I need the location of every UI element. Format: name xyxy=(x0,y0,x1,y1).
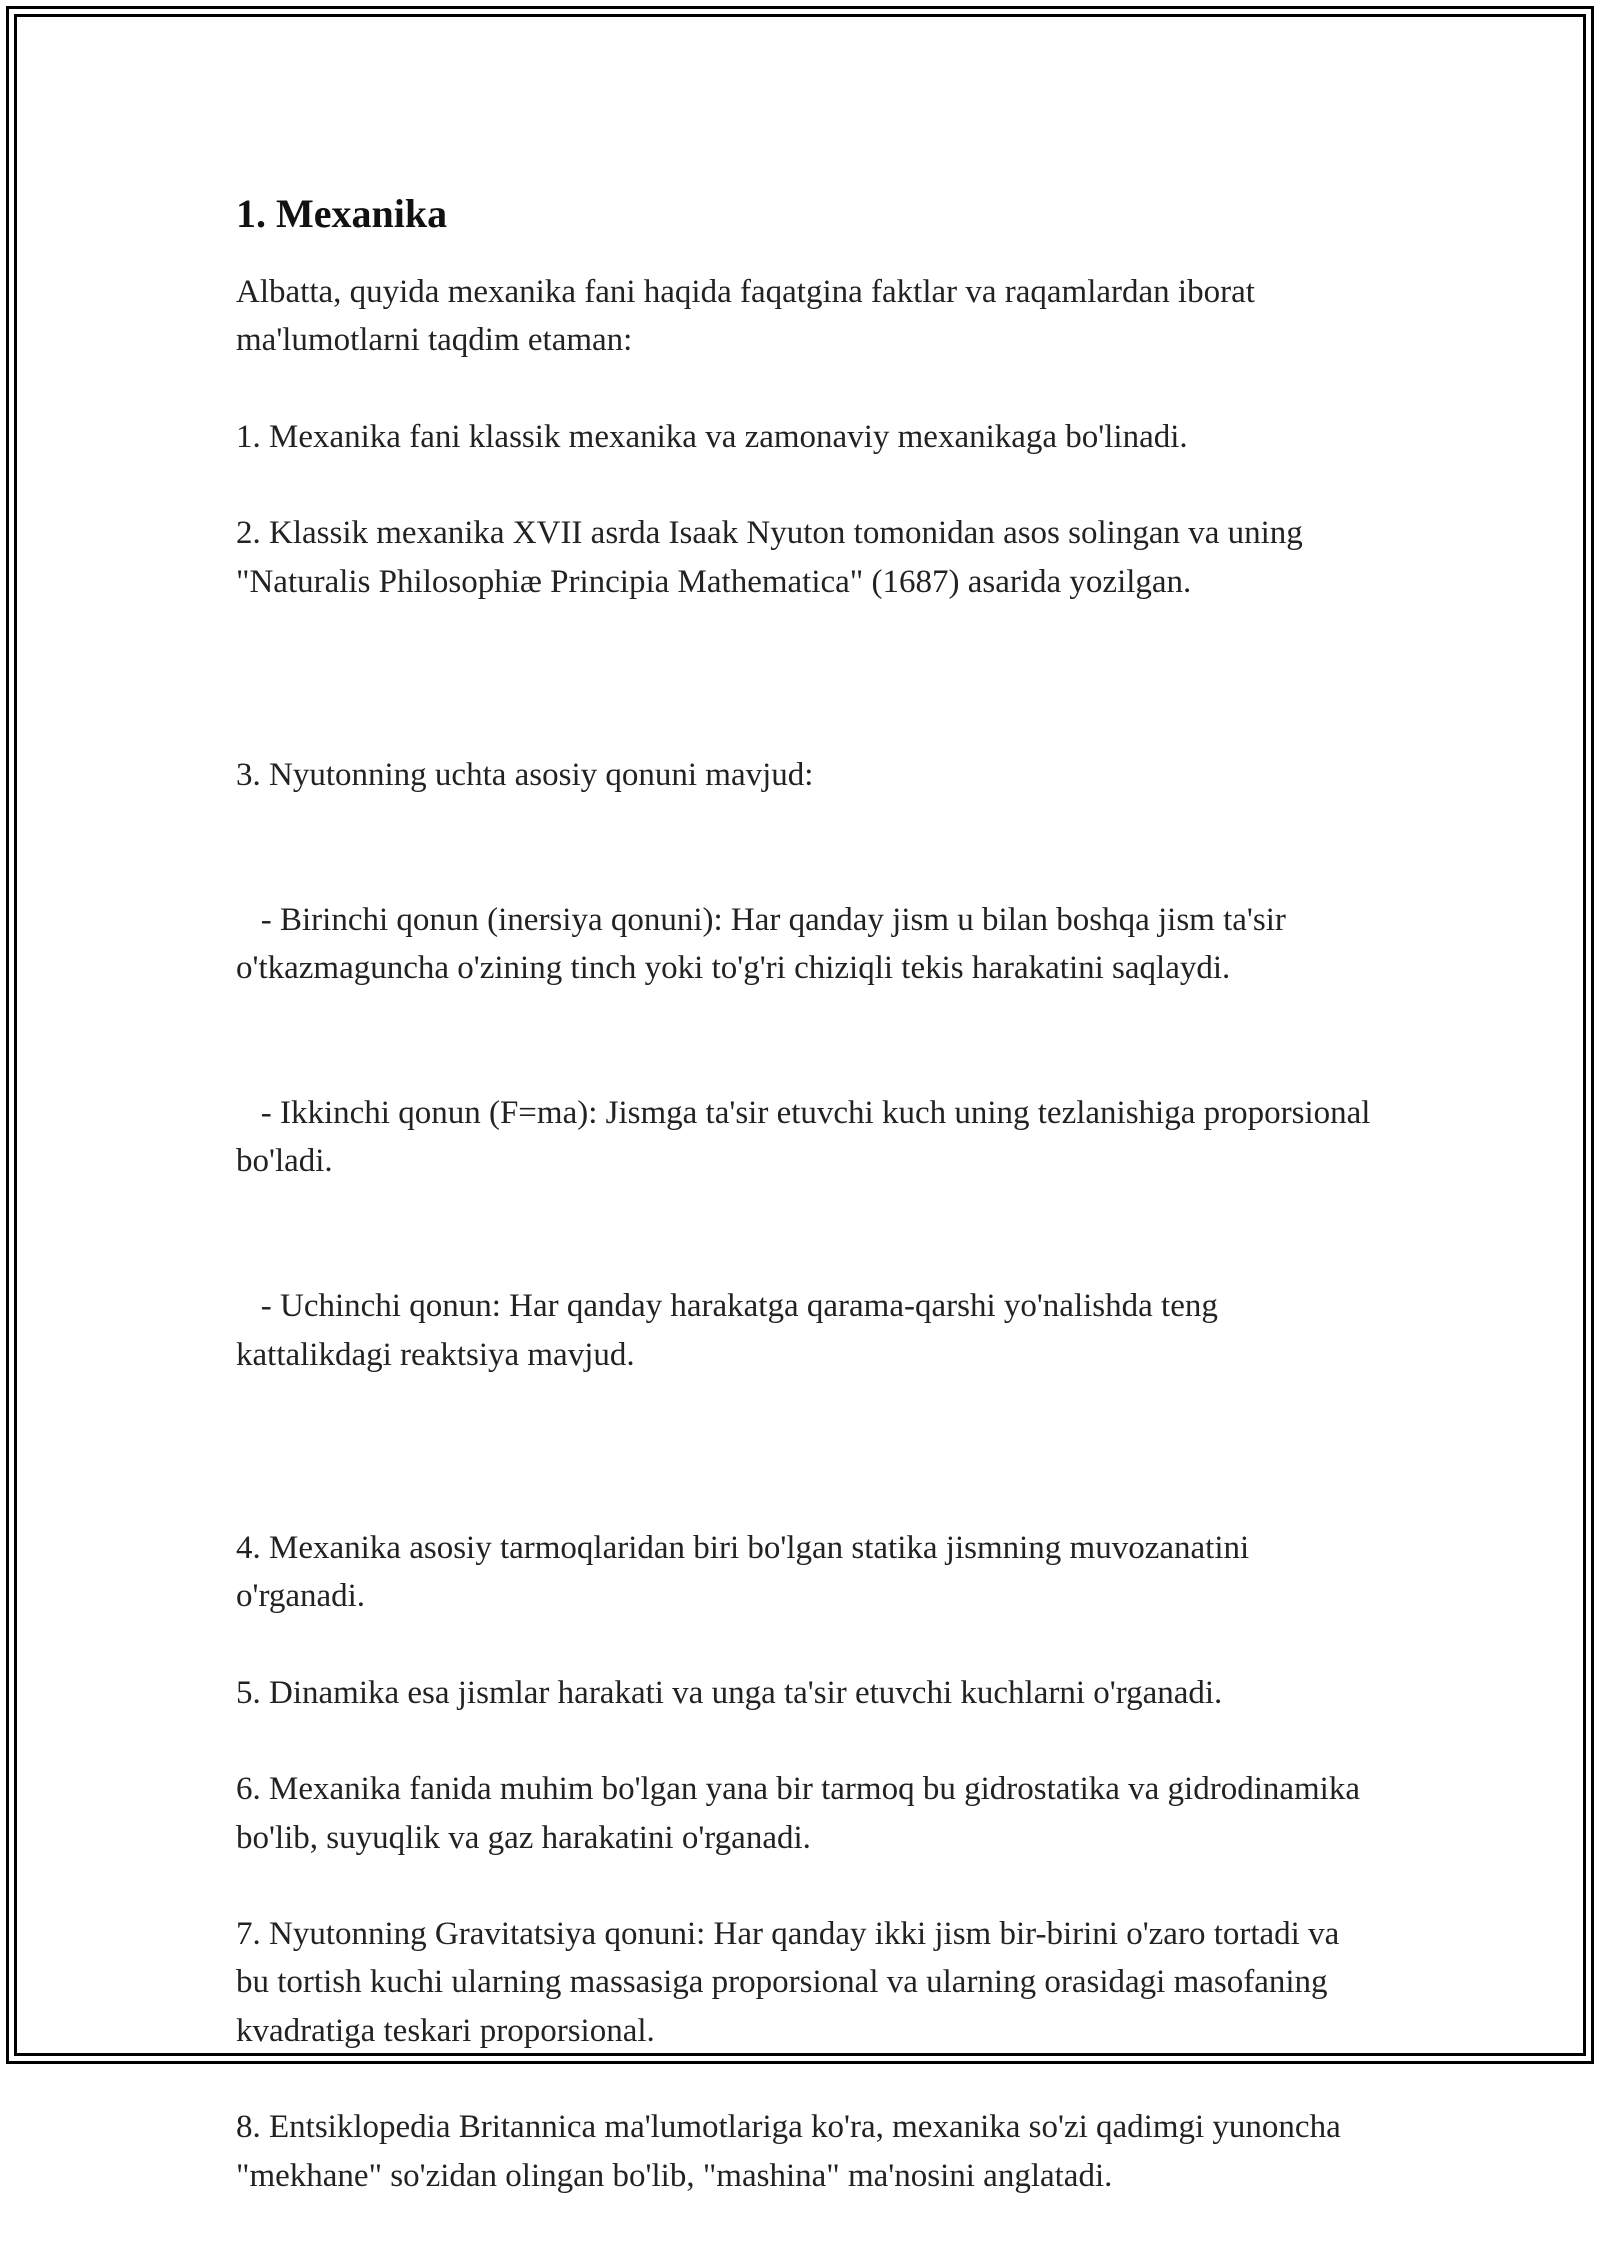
list-item-4: 4. Mexanika asosiy tarmoqlaridan biri bo'lgan statika jismning muvozanatini o'rganadi. xyxy=(236,1529,1258,1615)
list-item-2: 2. Klassik mexanika XVII asrda Isaak Nyuton tomonidan asos solingan va uning "Naturalis Philosophiæ Principia Mathematica" (1687) asarida yozilgan. xyxy=(236,515,1312,600)
list-item-7: 7. Nyutonning Gravitatsiya qonuni: Har qanday ikki jism bir-birini o'zaro tortadi va bu tortish kuchi ularning massasiga proporsional va ularning orasidagi masofaning kvadratiga teskari proporsional. xyxy=(236,1916,1348,2049)
law-1: - Birinchi qonun (inersiya qonuni): Har qanday jism u bilan boshqa jism ta'sir o'tkazmaguncha o'zining tinch yoki to'g'ri chiziqli tekis harakatini saqlaydi. xyxy=(236,901,1295,987)
list-item-3-text: 3. Nyutonning uchta asosiy qonuni mavjud: xyxy=(236,756,814,793)
intro-paragraph: Albatta, quyida mexanika fani haqida faqatgina faktlar va raqamlardan iborat ma'lumotlarni taqdim etaman: xyxy=(236,274,1264,359)
document-body xyxy=(236,186,1379,2248)
list-item-6: 6. Mexanika fanida muhim bo'lgan yana bir tarmoq bu gidrostatika va gidrodinamika bo'lib, suyuqlik va gaz harakatini o'rganadi. xyxy=(236,1771,1369,1856)
list-item-5: 5. Dinamika esa jismlar harakati va unga ta'sir etuvchi kuchlarni o'rganadi. xyxy=(236,1674,1223,1711)
law-2: - Ikkinchi qonun (F=ma): Jismga ta'sir etuvchi kuch uning tezlanishiga proporsional bo'ladi. xyxy=(236,1095,1379,1180)
document-heading: 1. Mexanika xyxy=(236,191,448,236)
law-3: - Uchinchi qonun: Har qanday harakatga qarama-qarshi yo'nalishda teng kattalikdagi reaktsiya mavjud. xyxy=(236,1288,1227,1373)
list-item-1: 1. Mexanika fani klassik mexanika va zamonaviy mexanikaga bo'linadi. xyxy=(236,418,1188,455)
list-item-8: 8. Entsiklopedia Britannica ma'lumotlariga ko'ra, mexanika so'zi qadimgi yunoncha "mekhane" so'zidan olingan bo'lib, "mashina" ma'nosini anglatadi. xyxy=(236,2109,1349,2194)
list-item-3 xyxy=(236,654,1379,1475)
